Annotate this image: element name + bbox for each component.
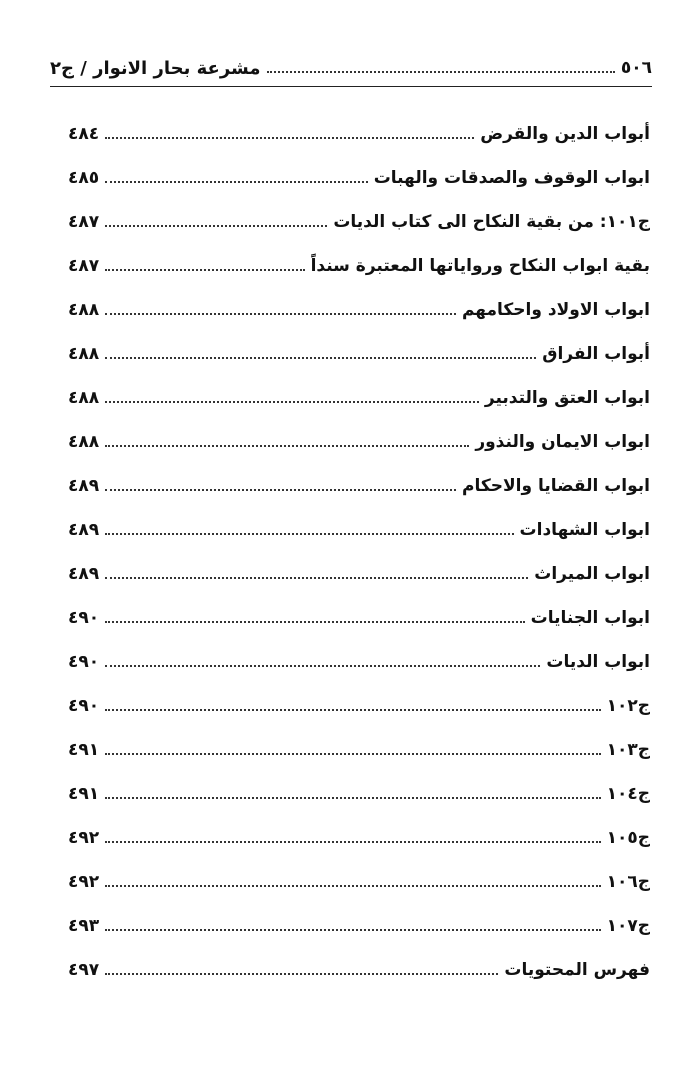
toc-row [68,816,650,860]
leader-dots [105,841,600,843]
toc-entry-label: ابواب الايمان والنذور [475,432,650,452]
toc-entry-page-number: ٤٨٨ [68,432,100,452]
toc-row [68,640,650,684]
toc-row [68,904,650,948]
header-page-number: ٥٠٦ [620,58,652,78]
toc-entry-page-number: ٤٨٧ [68,212,100,232]
toc-entry-label: أبواب الدين والقرض [480,124,650,144]
toc-entry-label: ابواب الشهادات [519,520,650,540]
toc-entry-label: ج١٠٢ [606,696,650,716]
toc-row [68,948,650,992]
leader-dots [105,929,600,931]
toc-entry-label: ج١٠٧ [606,916,650,936]
toc-entry-label: ج١٠٤ [606,784,650,804]
header-title: مشرعة بحار الانوار / ج٢ [50,57,261,79]
leader-dots [105,533,513,535]
toc-entry-page-number: ٤٨٨ [68,388,100,408]
toc-entry-label: ابواب الميراث [534,564,650,584]
header-leader-dots [267,71,615,73]
leader-dots [105,885,600,887]
toc-row [68,508,650,552]
toc-entry-label: ابواب الجنايات [530,608,650,628]
toc-entry-page-number: ٤٩٣ [68,916,100,936]
toc-row [68,772,650,816]
toc-row [68,420,650,464]
toc-entry-page-number: ٤٨٩ [68,520,100,540]
leader-dots [105,753,600,755]
toc-entry-page-number: ٤٩٠ [68,696,100,716]
leader-dots [105,973,498,975]
toc-entry-page-number: ٤٨٩ [68,564,100,584]
toc-entry-label: بقية ابواب النكاح ورواياتها المعتبرة سنداً [310,256,650,276]
toc-entry-label: ابواب القضايا والاحكام [462,476,650,496]
toc-entry-label: ج١٠٣ [606,740,650,760]
toc-row [68,860,650,904]
toc-entry-page-number: ٤٩٧ [68,960,100,980]
toc-row [68,332,650,376]
leader-dots [105,445,469,447]
leader-dots [105,621,525,623]
toc-entry-label: ابواب العتق والتدبير [484,388,650,408]
toc-entry-label: فهرس المحتويات [504,960,650,980]
toc-row [68,464,650,508]
toc-entry-label: ابواب الديات [546,652,650,672]
leader-dots [105,269,304,271]
toc-row [68,552,650,596]
leader-dots [105,709,600,711]
toc-row [68,684,650,728]
toc-row [68,376,650,420]
toc-entry-page-number: ٤٨٥ [68,168,100,188]
leader-dots [105,401,479,403]
toc-row [68,156,650,200]
leader-dots [105,225,327,227]
leader-dots [105,577,528,579]
toc-row [68,288,650,332]
toc-row [68,728,650,772]
leader-dots [105,797,600,799]
toc-entry-page-number: ٤٩١ [68,784,100,804]
toc-entry-page-number: ٤٨٨ [68,344,100,364]
leader-dots [105,665,540,667]
toc-entry-page-number: ٤٨٧ [68,256,100,276]
toc-entry-label: ج١٠٥ [606,828,650,848]
toc-entry-page-number: ٤٩٢ [68,828,100,848]
toc-entry-label: ابواب الوقوف والصدقات والهبات [373,168,650,188]
toc-entry-page-number: ٤٨٤ [68,124,100,144]
toc-entry-page-number: ٤٩٠ [68,652,100,672]
toc-entry-label: أبواب الفراق [542,344,650,364]
toc-entry-label: ابواب الاولاد واحكامهم [461,300,650,320]
toc-row [68,244,650,288]
table-of-contents [68,112,650,992]
leader-dots [105,357,536,359]
leader-dots [105,181,368,183]
toc-entry-label: ج١٠٦ [606,872,650,892]
page-header [50,50,652,87]
toc-row [68,112,650,156]
leader-dots [105,489,456,491]
leader-dots [105,137,474,139]
toc-row [68,596,650,640]
leader-dots [105,313,456,315]
toc-entry-page-number: ٤٩٢ [68,872,100,892]
toc-entry-page-number: ٤٩١ [68,740,100,760]
toc-row [68,200,650,244]
toc-entry-page-number: ٤٨٨ [68,300,100,320]
toc-entry-page-number: ٤٩٠ [68,608,100,628]
toc-entry-page-number: ٤٨٩ [68,476,100,496]
toc-entry-label: ج١٠١: من بقية النكاح الى كتاب الديات [333,212,650,232]
